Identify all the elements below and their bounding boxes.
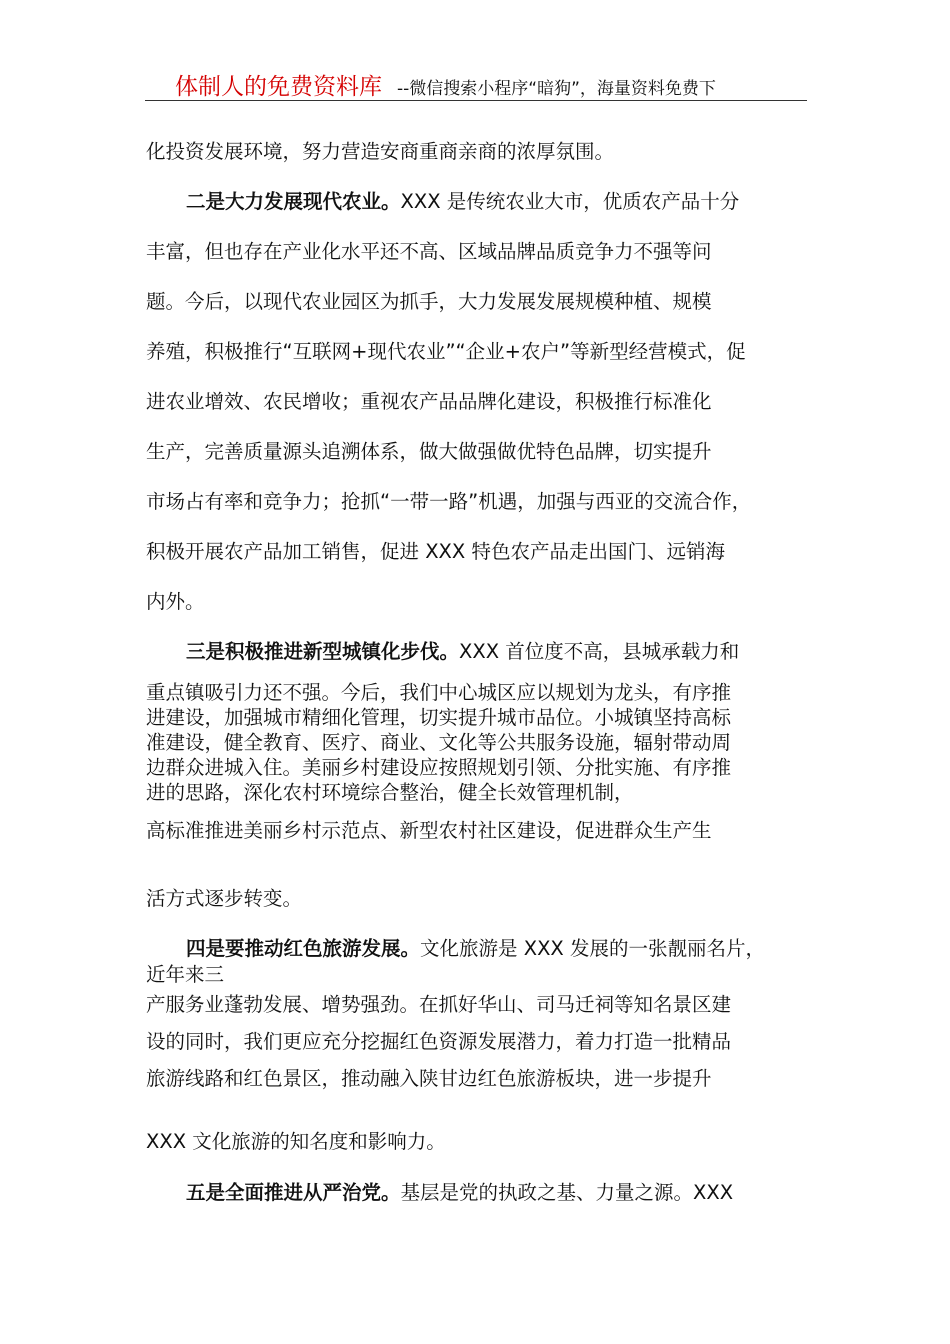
body-line: 五是全面推进从严治党。基层是党的执政之基、力量之源。XXX — [186, 1181, 734, 1204]
body-line: 产服务业蓬勃发展、增势强劲。在抓好华山、司马迁祠等知名景区建 — [146, 993, 732, 1016]
paragraph-heading: 二是大力发展现代农业。 — [186, 190, 401, 213]
page-header — [145, 66, 807, 101]
body-line: 生产，完善质量源头追溯体系，做大做强做优特色品牌，切实提升 — [146, 440, 712, 463]
body-line: 边群众进城入住。美丽乡村建设应按照规划引领、分批实施、有序推 — [146, 756, 732, 779]
body-line: 活方式逐步转变。 — [146, 887, 303, 910]
body-line: 高标准推进美丽乡村示范点、新型农村社区建设，促进群众生产生 — [146, 819, 712, 842]
body-line: 重点镇吸引力还不强。今后，我们中心城区应以规划为龙头，有序推 — [146, 681, 732, 704]
body-line: 三是积极推进新型城镇化步伐。XXX 首位度不高，县城承载力和 — [186, 640, 740, 663]
body-line: 化投资发展环境，努力营造安商重商亲商的浓厚氛围。 — [146, 140, 615, 163]
header-tagline: --微信搜索小程序“暗狗”，海量资料免费下 — [397, 79, 716, 99]
body-line: 丰富，但也存在产业化水平还不高、区域品牌品质竞争力不强等问 — [146, 240, 712, 263]
body-line: 进的思路，深化农村环境综合整治，健全长效管理机制， — [146, 781, 634, 804]
body-line: 市场占有率和竞争力；抢抓“一带一路”机遇，加强与西亚的交流合作， — [146, 490, 752, 513]
body-line: 题。今后，以现代农业园区为抓手，大力发展发展规模种植、规模 — [146, 290, 712, 313]
body-line: 内外。 — [146, 590, 205, 613]
body-line: 准建设，健全教育、医疗、商业、文化等公共服务设施，辐射带动周 — [146, 731, 732, 754]
body-line: 旅游线路和红色景区，推动融入陕甘边红色旅游板块，进一步提升 — [146, 1067, 712, 1090]
body-line: XXX 文化旅游的知名度和影响力。 — [146, 1130, 446, 1153]
body-line: 设的同时，我们更应充分挖掘红色资源发展潜力，着力打造一批精品 — [146, 1030, 732, 1053]
paragraph-heading: 五是全面推进从严治党。 — [186, 1181, 401, 1204]
paragraph-heading: 四是要推动红色旅游发展。 — [186, 937, 421, 960]
body-line: 养殖，积极推行“互联网+现代农业”“企业+农户”等新型经营模式，促 — [146, 340, 746, 363]
paragraph-heading: 三是积极推进新型城镇化步伐。 — [186, 640, 460, 663]
body-line: 进建设，加强城市精细化管理，切实提升城市品位。小城镇坚持高标 — [146, 706, 732, 729]
body-line: 积极开展农产品加工销售，促进 XXX 特色农产品走出国门、远销海 — [146, 540, 725, 563]
header-brand: 体制人的免费资料库 — [175, 74, 382, 100]
body-line: 近年来三 — [146, 963, 225, 986]
body-line: 四是要推动红色旅游发展。文化旅游是 XXX 发展的一张靓丽名片， — [186, 937, 765, 960]
body-line: 二是大力发展现代农业。XXX 是传统农业大市，优质农产品十分 — [186, 190, 740, 213]
body-line: 进农业增效、农民增收；重视农产品品牌化建设，积极推行标准化 — [146, 390, 712, 413]
